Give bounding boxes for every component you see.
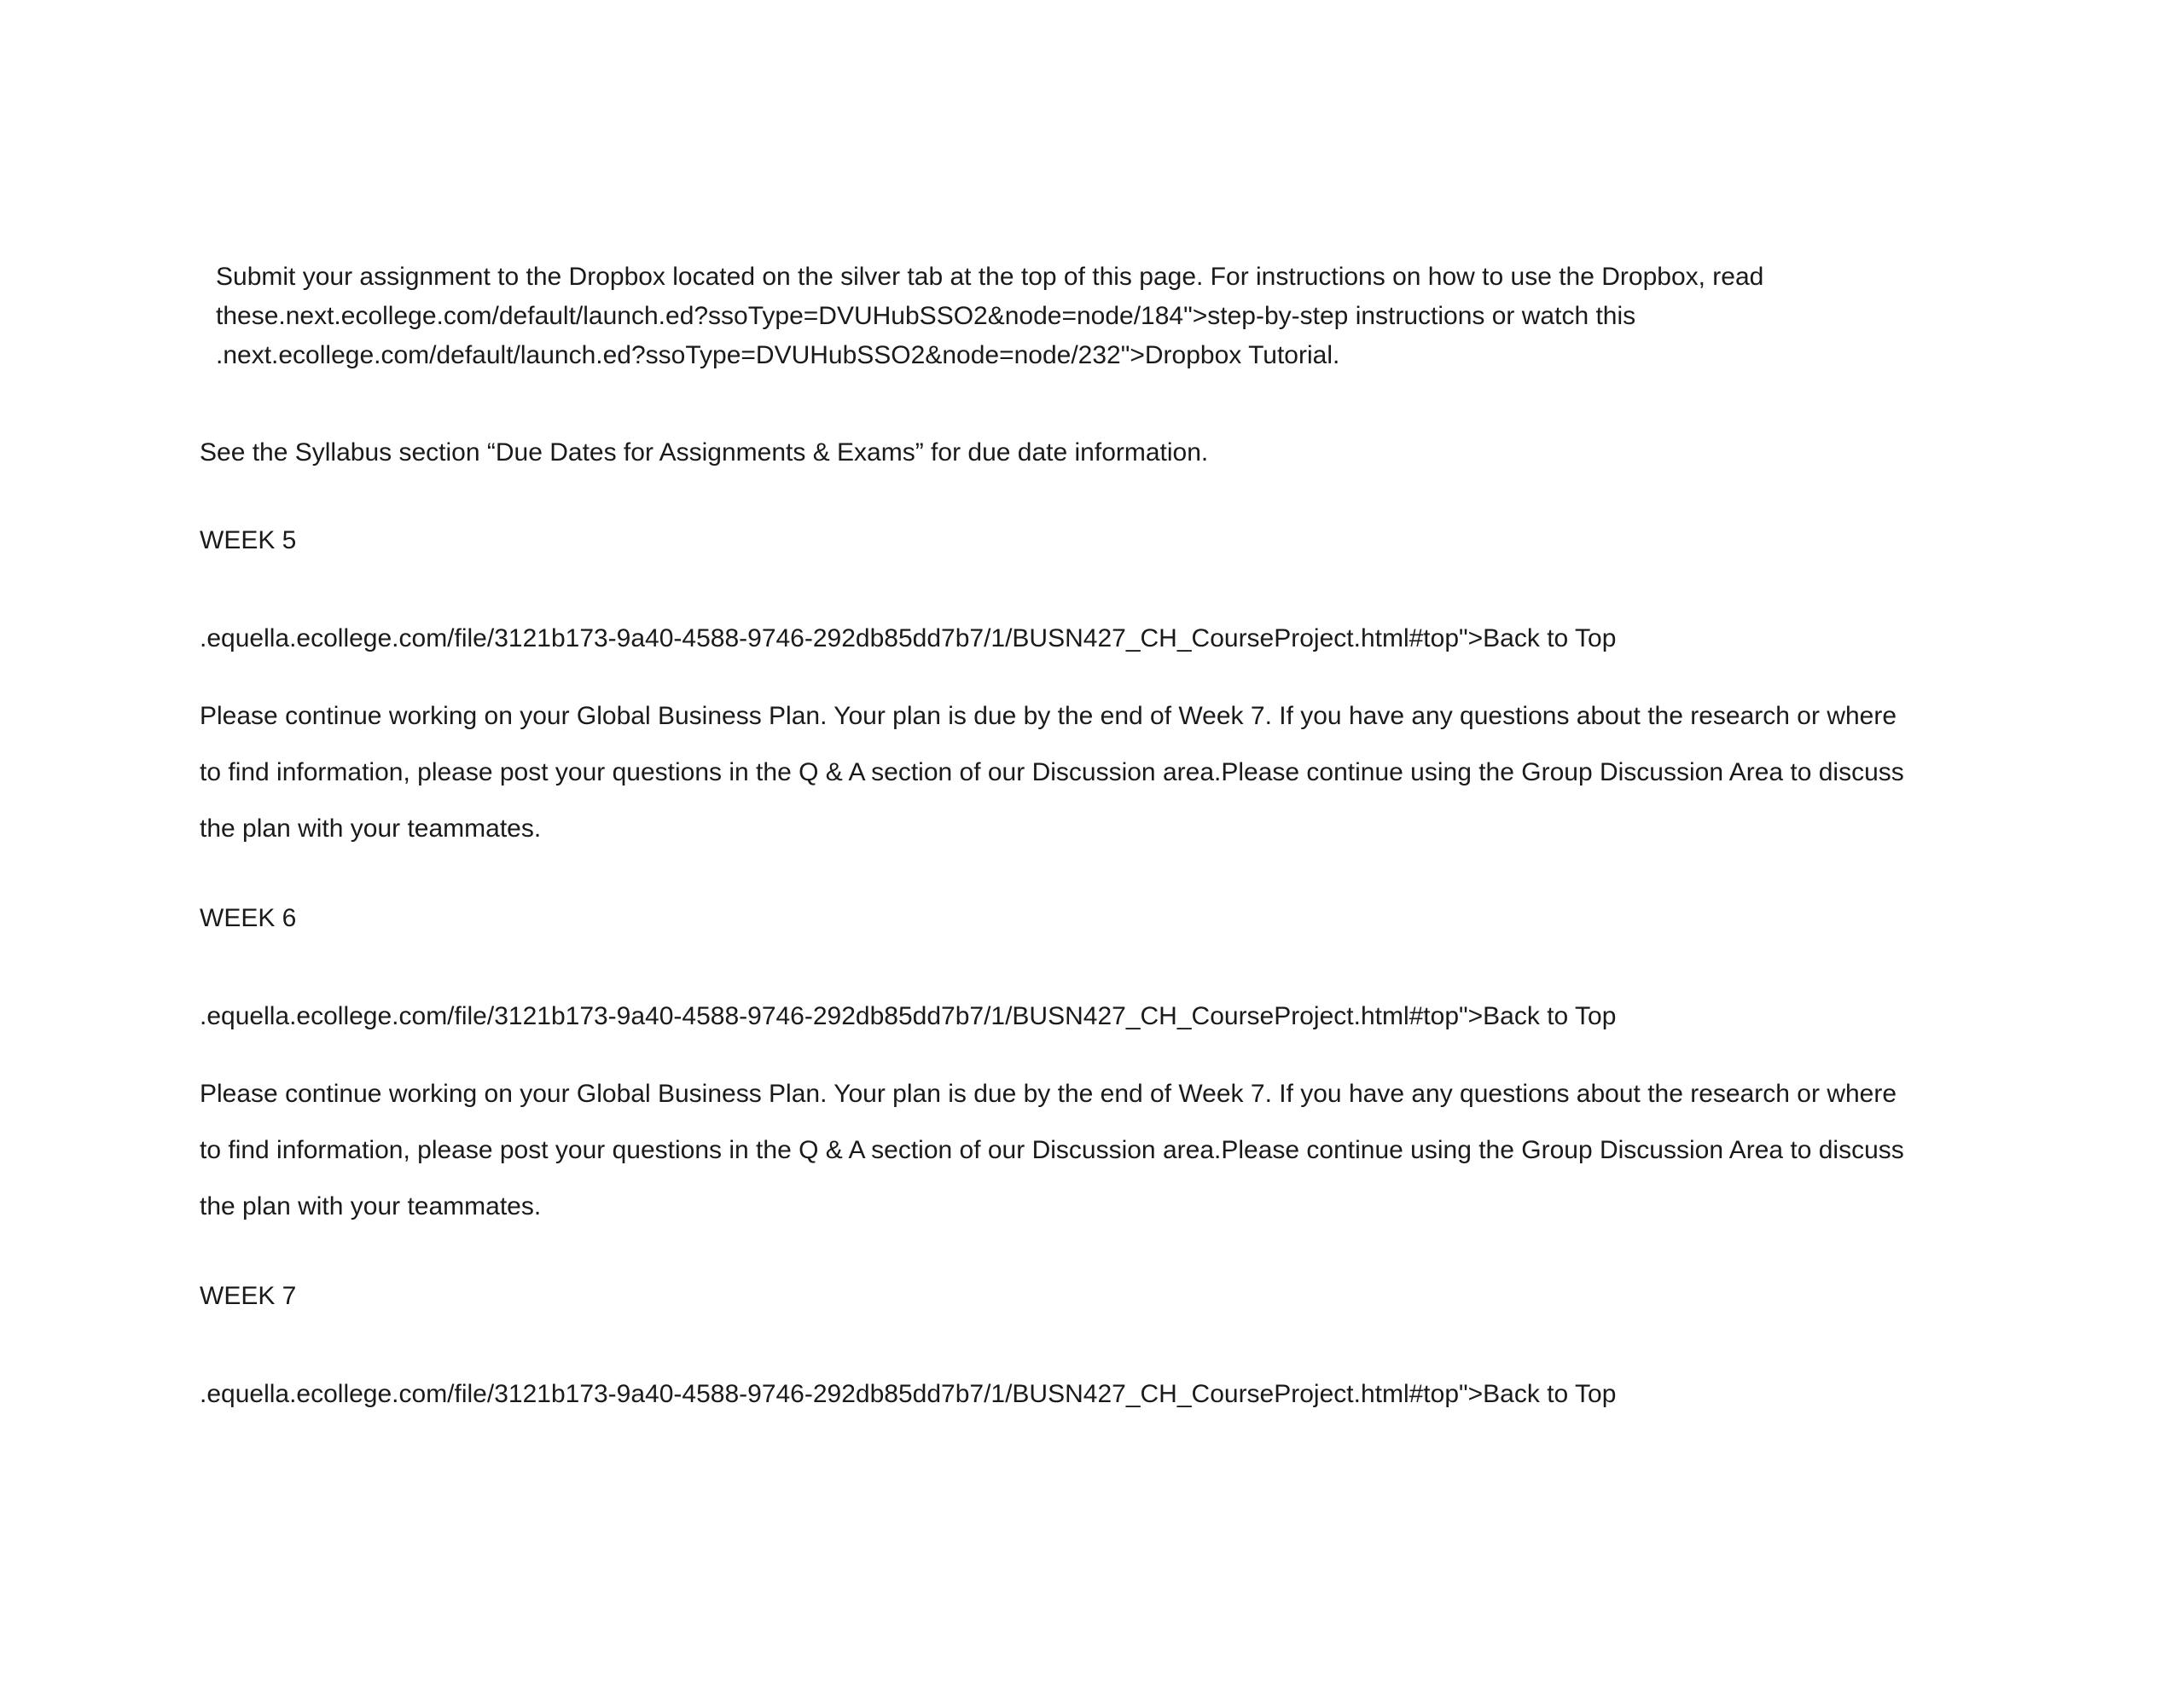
week-5-paragraph	[200, 688, 1904, 857]
dropbox-instructions	[216, 258, 1763, 375]
week-6-paragraph	[200, 1066, 1904, 1235]
intro-line-step-by-step-link[interactable]: these.next.ecollege.com/default/launch.ed?ssoType=DVUHubSSO2&node=node/184">step-by-step instructions or watch this	[216, 302, 1636, 330]
paragraph-line: Please continue working on your Global Business Plan. Your plan is due by the end of Week 7. If you have any questions about the research or where	[200, 702, 1897, 730]
intro-line: Submit your assignment to the Dropbox located on the silver tab at the top of this page. For instructions on how to use the Dropbox, read	[216, 263, 1764, 291]
week-7-heading: WEEK 7	[200, 1282, 297, 1310]
syllabus-note: See the Syllabus section “Due Dates for Assignments & Exams” for due date information.	[200, 438, 1209, 467]
paragraph-line: the plan with your teammates.	[200, 1192, 542, 1220]
intro-line-dropbox-tutorial-link[interactable]: .next.ecollege.com/default/launch.ed?ssoType=DVUHubSSO2&node=node/232">Dropbox Tutorial.	[216, 341, 1340, 369]
paragraph-line: to find information, please post your questions in the Q & A section of our Discussion area.Please continue using the Group Discussion Area to discuss	[200, 1136, 1904, 1164]
week-7-back-to-top-link[interactable]: .equella.ecollege.com/file/3121b173-9a40-4588-9746-292db85dd7b7/1/BUSN427_CH_CourseProject.html#top">Back to Top	[200, 1380, 1617, 1408]
week-5-back-to-top-link[interactable]: .equella.ecollege.com/file/3121b173-9a40-4588-9746-292db85dd7b7/1/BUSN427_CH_CourseProject.html#top">Back to Top	[200, 624, 1617, 652]
paragraph-line: Please continue working on your Global Business Plan. Your plan is due by the end of Week 7. If you have any questions about the research or where	[200, 1080, 1897, 1108]
week-6-heading: WEEK 6	[200, 904, 297, 932]
paragraph-line: to find information, please post your questions in the Q & A section of our Discussion area.Please continue using the Group Discussion Area to discuss	[200, 758, 1904, 786]
week-6-back-to-top-link[interactable]: .equella.ecollege.com/file/3121b173-9a40-4588-9746-292db85dd7b7/1/BUSN427_CH_CourseProject.html#top">Back to Top	[200, 1002, 1617, 1030]
week-5-heading: WEEK 5	[200, 526, 297, 554]
paragraph-line: the plan with your teammates.	[200, 815, 542, 843]
